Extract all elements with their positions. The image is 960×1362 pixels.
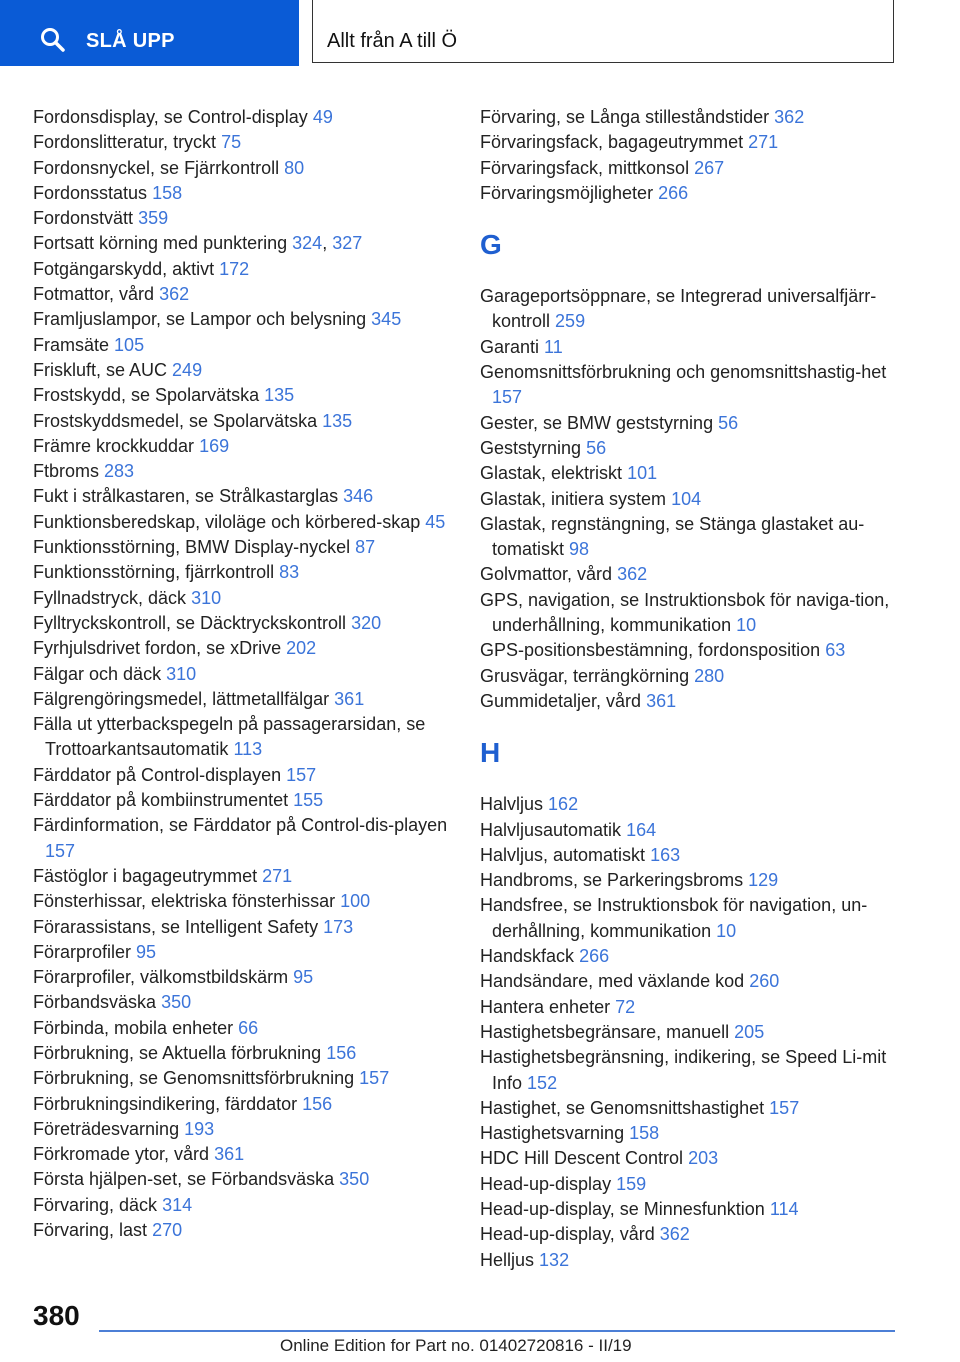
index-entry-text: Gummidetaljer, vård	[480, 690, 642, 711]
index-entry-text: Fortsatt körning med punktering	[33, 233, 288, 254]
page-link[interactable]: 172	[219, 258, 250, 279]
page-link[interactable]: 173	[323, 916, 354, 937]
index-entry	[480, 181, 900, 206]
index-entry	[480, 1146, 900, 1171]
index-entry	[33, 510, 453, 535]
index-entry	[480, 562, 900, 587]
index-entry-text: HDC Hill Descent Control	[480, 1148, 684, 1169]
index-entry-text: Glastak, elektriskt	[480, 463, 623, 484]
page-link[interactable]: 350	[161, 992, 192, 1013]
page-link[interactable]: 75	[221, 132, 242, 153]
page-link[interactable]: 361	[334, 688, 365, 709]
index-entry-text: Förkromade ytor, vård	[33, 1144, 210, 1165]
index-letter-heading: G	[480, 229, 502, 261]
index-entry	[33, 535, 453, 560]
page-link[interactable]: 101	[627, 463, 658, 484]
index-entry-text: Fylltryckskontroll, se Däcktryckskontroll	[33, 612, 347, 633]
page-link[interactable]: 157	[45, 840, 76, 861]
index-entry-text: Glastak, regnstängning, se Stänga glastaket au-tomatiskt	[480, 513, 865, 560]
page-link[interactable]: 155	[293, 790, 324, 811]
index-entry-text: Funktionsstörning, fjärrkontroll	[33, 562, 275, 583]
index-entry	[480, 436, 900, 461]
index-entry-text: Fönsterhissar, elektriska fönsterhissar	[33, 891, 336, 912]
page-link[interactable]: 157	[769, 1097, 800, 1118]
index-column-left	[33, 105, 453, 1243]
page-link[interactable]: 271	[262, 865, 293, 886]
index-entry	[33, 662, 453, 687]
index-entry	[33, 1092, 453, 1117]
page-link[interactable]: 362	[617, 564, 648, 585]
index-entry	[33, 358, 453, 383]
index-entry-text: Förvaring, se Långa stilleståndstider	[480, 107, 770, 127]
index-entry	[33, 484, 453, 509]
page-link[interactable]: 359	[138, 208, 169, 229]
index-entry	[480, 868, 900, 893]
index-entry	[480, 969, 900, 994]
index-entry	[480, 664, 900, 689]
index-entry-text: Förvaringsfack, mittkonsol	[480, 157, 690, 178]
index-entry-text: Fyllnadstryck, däck	[33, 587, 187, 608]
page-link[interactable]: 49	[312, 107, 333, 127]
page-number: 380	[33, 1300, 80, 1331]
page-link[interactable]: 169	[199, 435, 230, 456]
page-link[interactable]: 157	[492, 387, 523, 408]
index-entry-text: Halvljus, automatiskt	[480, 844, 646, 865]
index-entry	[33, 1167, 453, 1192]
index-entry	[480, 130, 900, 155]
index-entry-text: Färddator på kombiinstrumentet	[33, 790, 289, 811]
index-entry	[480, 1020, 900, 1045]
index-entry	[480, 818, 900, 843]
index-entry	[480, 335, 900, 360]
index-entry	[480, 843, 900, 868]
index-entry	[480, 512, 900, 563]
page-link[interactable]: 72	[615, 996, 636, 1017]
index-entry-text: Färddator på Control-displayen	[33, 764, 282, 785]
page-link[interactable]: 249	[172, 359, 203, 380]
page-link[interactable]: 164	[626, 819, 657, 840]
index-entry	[33, 864, 453, 889]
page-link[interactable]: 135	[322, 410, 353, 431]
page-link[interactable]: 80	[284, 157, 305, 178]
footer-divider	[99, 1330, 895, 1332]
page-link[interactable]: 56	[718, 412, 739, 433]
page-link[interactable]: 203	[688, 1148, 719, 1169]
index-entry-text: Frostskyddsmedel, se Spolarvätska	[33, 410, 318, 431]
page-link[interactable]: 132	[539, 1249, 570, 1270]
index-entry-text: Förvaringsmöjligheter	[480, 182, 654, 203]
page-link[interactable]: 63	[825, 640, 846, 661]
page-link[interactable]: 135	[264, 385, 295, 406]
page-link[interactable]: 324	[292, 233, 323, 254]
index-entry	[480, 638, 900, 663]
index-entry-text: Head-up-display, se Minnesfunktion	[480, 1198, 765, 1219]
page-link[interactable]: 327	[332, 233, 363, 254]
section-title-box	[312, 0, 894, 63]
index-entry	[480, 1045, 900, 1096]
index-entry	[33, 156, 453, 181]
page-link[interactable]: 283	[104, 461, 135, 482]
page-link[interactable]: 95	[136, 941, 157, 962]
page-link[interactable]: 56	[586, 437, 607, 458]
index-entry	[480, 360, 900, 411]
index-entry-text: Förarprofiler	[33, 941, 132, 962]
page-link[interactable]: 266	[579, 946, 610, 967]
index-entry-text: Handbroms, se Parkeringsbroms	[480, 870, 744, 891]
index-entry	[480, 461, 900, 486]
index-entry	[33, 586, 453, 611]
page-link[interactable]: 350	[339, 1169, 370, 1190]
page-link[interactable]: 87	[355, 537, 376, 558]
page-link[interactable]: 259	[555, 311, 586, 332]
index-entry-text: Fotgängarskydd, aktivt	[33, 258, 215, 279]
page-link[interactable]: 267	[694, 157, 725, 178]
index-entry	[480, 487, 900, 512]
index-entry-text: Främre krockkuddar	[33, 435, 195, 456]
page-link[interactable]: 157	[359, 1068, 390, 1089]
index-entry-text: Genomsnittsförbrukning och genomsnittshastig-het	[480, 362, 887, 383]
page-link[interactable]: 320	[351, 612, 382, 633]
page-link[interactable]: 362	[159, 284, 190, 305]
index-entry	[33, 333, 453, 358]
footer-edition: Online Edition for Part no. 01402720816 - II/19	[280, 1336, 632, 1355]
page-link[interactable]: 129	[748, 870, 779, 891]
index-entry	[33, 383, 453, 408]
index-entry-text: Framljuslampor, se Lampor och belysning	[33, 309, 367, 330]
index-entry-text: Garageportsöppnare, se Integrerad universalfjärr-kontroll	[480, 286, 877, 332]
index-entry	[33, 712, 453, 763]
page-link[interactable]: 163	[650, 844, 681, 865]
index-entry-text: Fordonstvätt	[33, 208, 134, 229]
page-link[interactable]: 266	[658, 182, 689, 203]
page-link[interactable]: 157	[286, 764, 317, 785]
page-link[interactable]: 345	[371, 309, 402, 330]
page-link[interactable]: 45	[425, 511, 446, 532]
index-entry-text: Fästöglor i bagageutrymmet	[33, 865, 258, 886]
section-title: Allt från A till Ö	[327, 30, 458, 52]
index-column-right	[480, 105, 900, 1273]
index-entry-text: Förbrukning, se Genomsnittsförbrukning	[33, 1068, 355, 1089]
index-entry-text: Head-up-display	[480, 1173, 612, 1194]
page-link[interactable]: 83	[279, 562, 300, 583]
page-link[interactable]: 10	[716, 920, 737, 941]
index-entry	[33, 257, 453, 282]
index-entry-text: Fälla ut ytterbackspegeln på passagerarsidan, se Trottoarkantsautomatik	[33, 714, 426, 760]
search-button-label: SLÅ UPP	[86, 30, 175, 52]
index-entry-text: Fälgrengöringsmedel, lättmetallfälgar	[33, 688, 330, 709]
index-entry-text: Förvaring, last	[33, 1220, 148, 1241]
index-entry	[480, 1096, 900, 1121]
index-entry	[33, 409, 453, 434]
index-entry-text: Första hjälpen-set, se Förbandsväska	[33, 1169, 335, 1190]
index-entry-text: Halvljus	[480, 794, 544, 815]
index-entry	[33, 636, 453, 661]
page-link[interactable]: 158	[152, 182, 183, 203]
index-entry-text: Fyrhjulsdrivet fordon, se xDrive	[33, 638, 282, 659]
page-link[interactable]: 361	[214, 1144, 245, 1165]
page-link[interactable]: 310	[166, 663, 197, 684]
index-entry	[480, 105, 900, 130]
index-entry	[480, 893, 900, 944]
index-entry	[33, 307, 453, 332]
page-link[interactable]: 98	[569, 539, 590, 560]
index-entry	[480, 944, 900, 969]
index-entry-text: Förarprofiler, välkomstbildskärm	[33, 967, 289, 988]
index-entry-text: Förbrukningsindikering, färddator	[33, 1093, 298, 1114]
index-entry	[33, 965, 453, 990]
index-entry	[33, 1041, 453, 1066]
index-entry	[33, 206, 453, 231]
page-link[interactable]: 362	[774, 107, 805, 127]
index-entry-text: Förbrukning, se Aktuella förbrukning	[33, 1042, 322, 1063]
index-entry-text: Framsäte	[33, 334, 110, 355]
index-entry-text: Hantera enheter	[480, 996, 611, 1017]
page-link[interactable]: 156	[326, 1042, 357, 1063]
page-link[interactable]: 105	[114, 334, 145, 355]
index-entry	[33, 990, 453, 1015]
page-link[interactable]: 152	[527, 1072, 558, 1093]
page-link[interactable]: 271	[748, 132, 779, 153]
page-link[interactable]: 202	[286, 638, 317, 659]
index-entry	[480, 284, 900, 335]
index-entry	[33, 181, 453, 206]
page-link[interactable]: 95	[293, 967, 314, 988]
page-link[interactable]: 11	[544, 336, 563, 357]
index-entry-text: Ftbroms	[33, 461, 100, 482]
search-icon	[40, 27, 66, 53]
index-entry-text: Glastak, initiera system	[480, 488, 667, 509]
page-link[interactable]: 162	[548, 794, 579, 815]
index-entry	[480, 156, 900, 181]
index-entry	[480, 1172, 900, 1197]
index-entry-text: Förvaringsfack, bagageutrymmet	[480, 132, 744, 153]
index-entry	[33, 940, 453, 965]
page-link[interactable]: 280	[694, 665, 725, 686]
page-link[interactable]: 66	[238, 1017, 259, 1038]
index-entry-text: GPS-positionsbestämning, fordonsposition	[480, 640, 821, 661]
index-entry-text: Handsfree, se Instruktionsbok för navigation, un-derhållning, kommunikation	[480, 895, 868, 941]
index-entry	[33, 763, 453, 788]
page-link[interactable]: 310	[191, 587, 222, 608]
index-letter-heading: H	[480, 737, 501, 769]
index-entry-text: Förbinda, mobila enheter	[33, 1017, 234, 1038]
index-entry-text: Garanti	[480, 336, 540, 357]
page-link[interactable]: 100	[340, 891, 371, 912]
index-entry	[480, 411, 900, 436]
index-entry-text: Fordonsnyckel, se Fjärrkontroll	[33, 157, 280, 178]
index-entry-text: Funktionsberedskap, viloläge och körbered-skap	[33, 511, 421, 532]
page-link[interactable]: 158	[629, 1123, 660, 1144]
page-link[interactable]: 104	[671, 488, 702, 509]
index-entry-text: Handsändare, med växlande kod	[480, 971, 745, 992]
index-entry-text: Gester, se BMW geststyrning	[480, 412, 714, 433]
index-entry-text: Fordonslitteratur, tryckt	[33, 132, 217, 153]
index-entry-text: Frostskydd, se Spolarvätska	[33, 385, 260, 406]
index-entry	[480, 995, 900, 1020]
index-entry	[33, 1016, 453, 1041]
page-link[interactable]: 270	[152, 1220, 183, 1241]
index-entry-text: Golvmattor, vård	[480, 564, 613, 585]
index-entry: Fortsatt körning med punktering 324, 327	[33, 233, 363, 254]
page-link[interactable]: 114	[769, 1198, 799, 1219]
index-entry	[33, 1218, 453, 1243]
index-entry	[33, 611, 453, 636]
index-entry-text: Geststyrning	[480, 437, 582, 458]
page-link[interactable]: 260	[749, 971, 780, 992]
top-bar	[0, 0, 960, 66]
index-entry	[480, 1248, 900, 1273]
index-entry	[33, 1066, 453, 1091]
index-entry	[33, 889, 453, 914]
index-entry	[33, 813, 453, 864]
index-entry	[480, 1121, 900, 1146]
index-entry-text: Halvljusautomatik	[480, 819, 622, 840]
index-entry	[33, 560, 453, 585]
index-entry-text: Helljus	[480, 1249, 535, 1270]
index-entry-text: Förarassistans, se Intelligent Safety	[33, 916, 319, 937]
search-button[interactable]	[0, 0, 299, 66]
index-entry-text: Företrädesvarning	[33, 1118, 180, 1139]
index-entry	[33, 788, 453, 813]
index-entry	[33, 1193, 453, 1218]
page-link[interactable]: 361	[646, 690, 677, 711]
index-entry	[33, 1117, 453, 1142]
index-entry	[33, 1142, 453, 1167]
index-entry-text: Grusvägar, terrängkörning	[480, 665, 690, 686]
index-entry	[33, 282, 453, 307]
index-entry-text: Hastighetsbegränsning, indikering, se Speed Li-mit Info	[480, 1047, 887, 1093]
index-entry-text: Hastighetsvarning	[480, 1123, 625, 1144]
index-entry-text: Fotmattor, vård	[33, 284, 155, 305]
index-entry-text: Fukt i strålkastaren, se Strålkastarglas	[33, 486, 339, 507]
index-entry	[480, 588, 900, 639]
index-entry-text: Hastighet, se Genomsnittshastighet	[480, 1097, 765, 1118]
page-link[interactable]: 362	[659, 1224, 690, 1245]
index-entry-text: Fälgar och däck	[33, 663, 162, 684]
index-entry-text: Fordonsstatus	[33, 182, 148, 203]
index-entry-text: Funktionsstörning, BMW Display-nyckel	[33, 537, 351, 558]
index-entry-text: Fordonsdisplay, se Control-display	[33, 107, 308, 127]
index-entry	[480, 689, 900, 714]
page-link[interactable]: 156	[302, 1093, 333, 1114]
index-entry	[33, 915, 453, 940]
index-entry	[33, 459, 453, 484]
index-entry-text: Head-up-display, vård	[480, 1224, 655, 1245]
index-entry-text: Friskluft, se AUC	[33, 359, 168, 380]
index-entry	[33, 105, 453, 130]
page-link[interactable]: 10	[736, 615, 757, 636]
page-link[interactable]: 346	[343, 486, 374, 507]
page-link[interactable]: 113	[233, 739, 263, 760]
page-link[interactable]: 193	[184, 1118, 215, 1139]
index-entry	[480, 1222, 900, 1247]
page-link[interactable]: 159	[616, 1173, 647, 1194]
index-entry-text: Förbandsväska	[33, 992, 157, 1013]
index-entry-text: Färdinformation, se Färddator på Control-dis-playen	[33, 815, 448, 836]
page-link[interactable]: 314	[162, 1194, 193, 1215]
index-entry	[480, 1197, 900, 1222]
index-entry	[480, 792, 900, 817]
index-entry-text: GPS, navigation, se Instruktionsbok för naviga-tion, underhållning, kommunikation	[480, 589, 890, 636]
index-entry-text: Handskfack	[480, 946, 575, 967]
index-entry-text: Hastighetsbegränsare, manuell	[480, 1021, 730, 1042]
index-entry	[33, 434, 453, 459]
index-entry	[33, 687, 453, 712]
index-entry	[33, 130, 453, 155]
page-link[interactable]: 205	[734, 1021, 765, 1042]
index-entry-text: Förvaring, däck	[33, 1194, 158, 1215]
